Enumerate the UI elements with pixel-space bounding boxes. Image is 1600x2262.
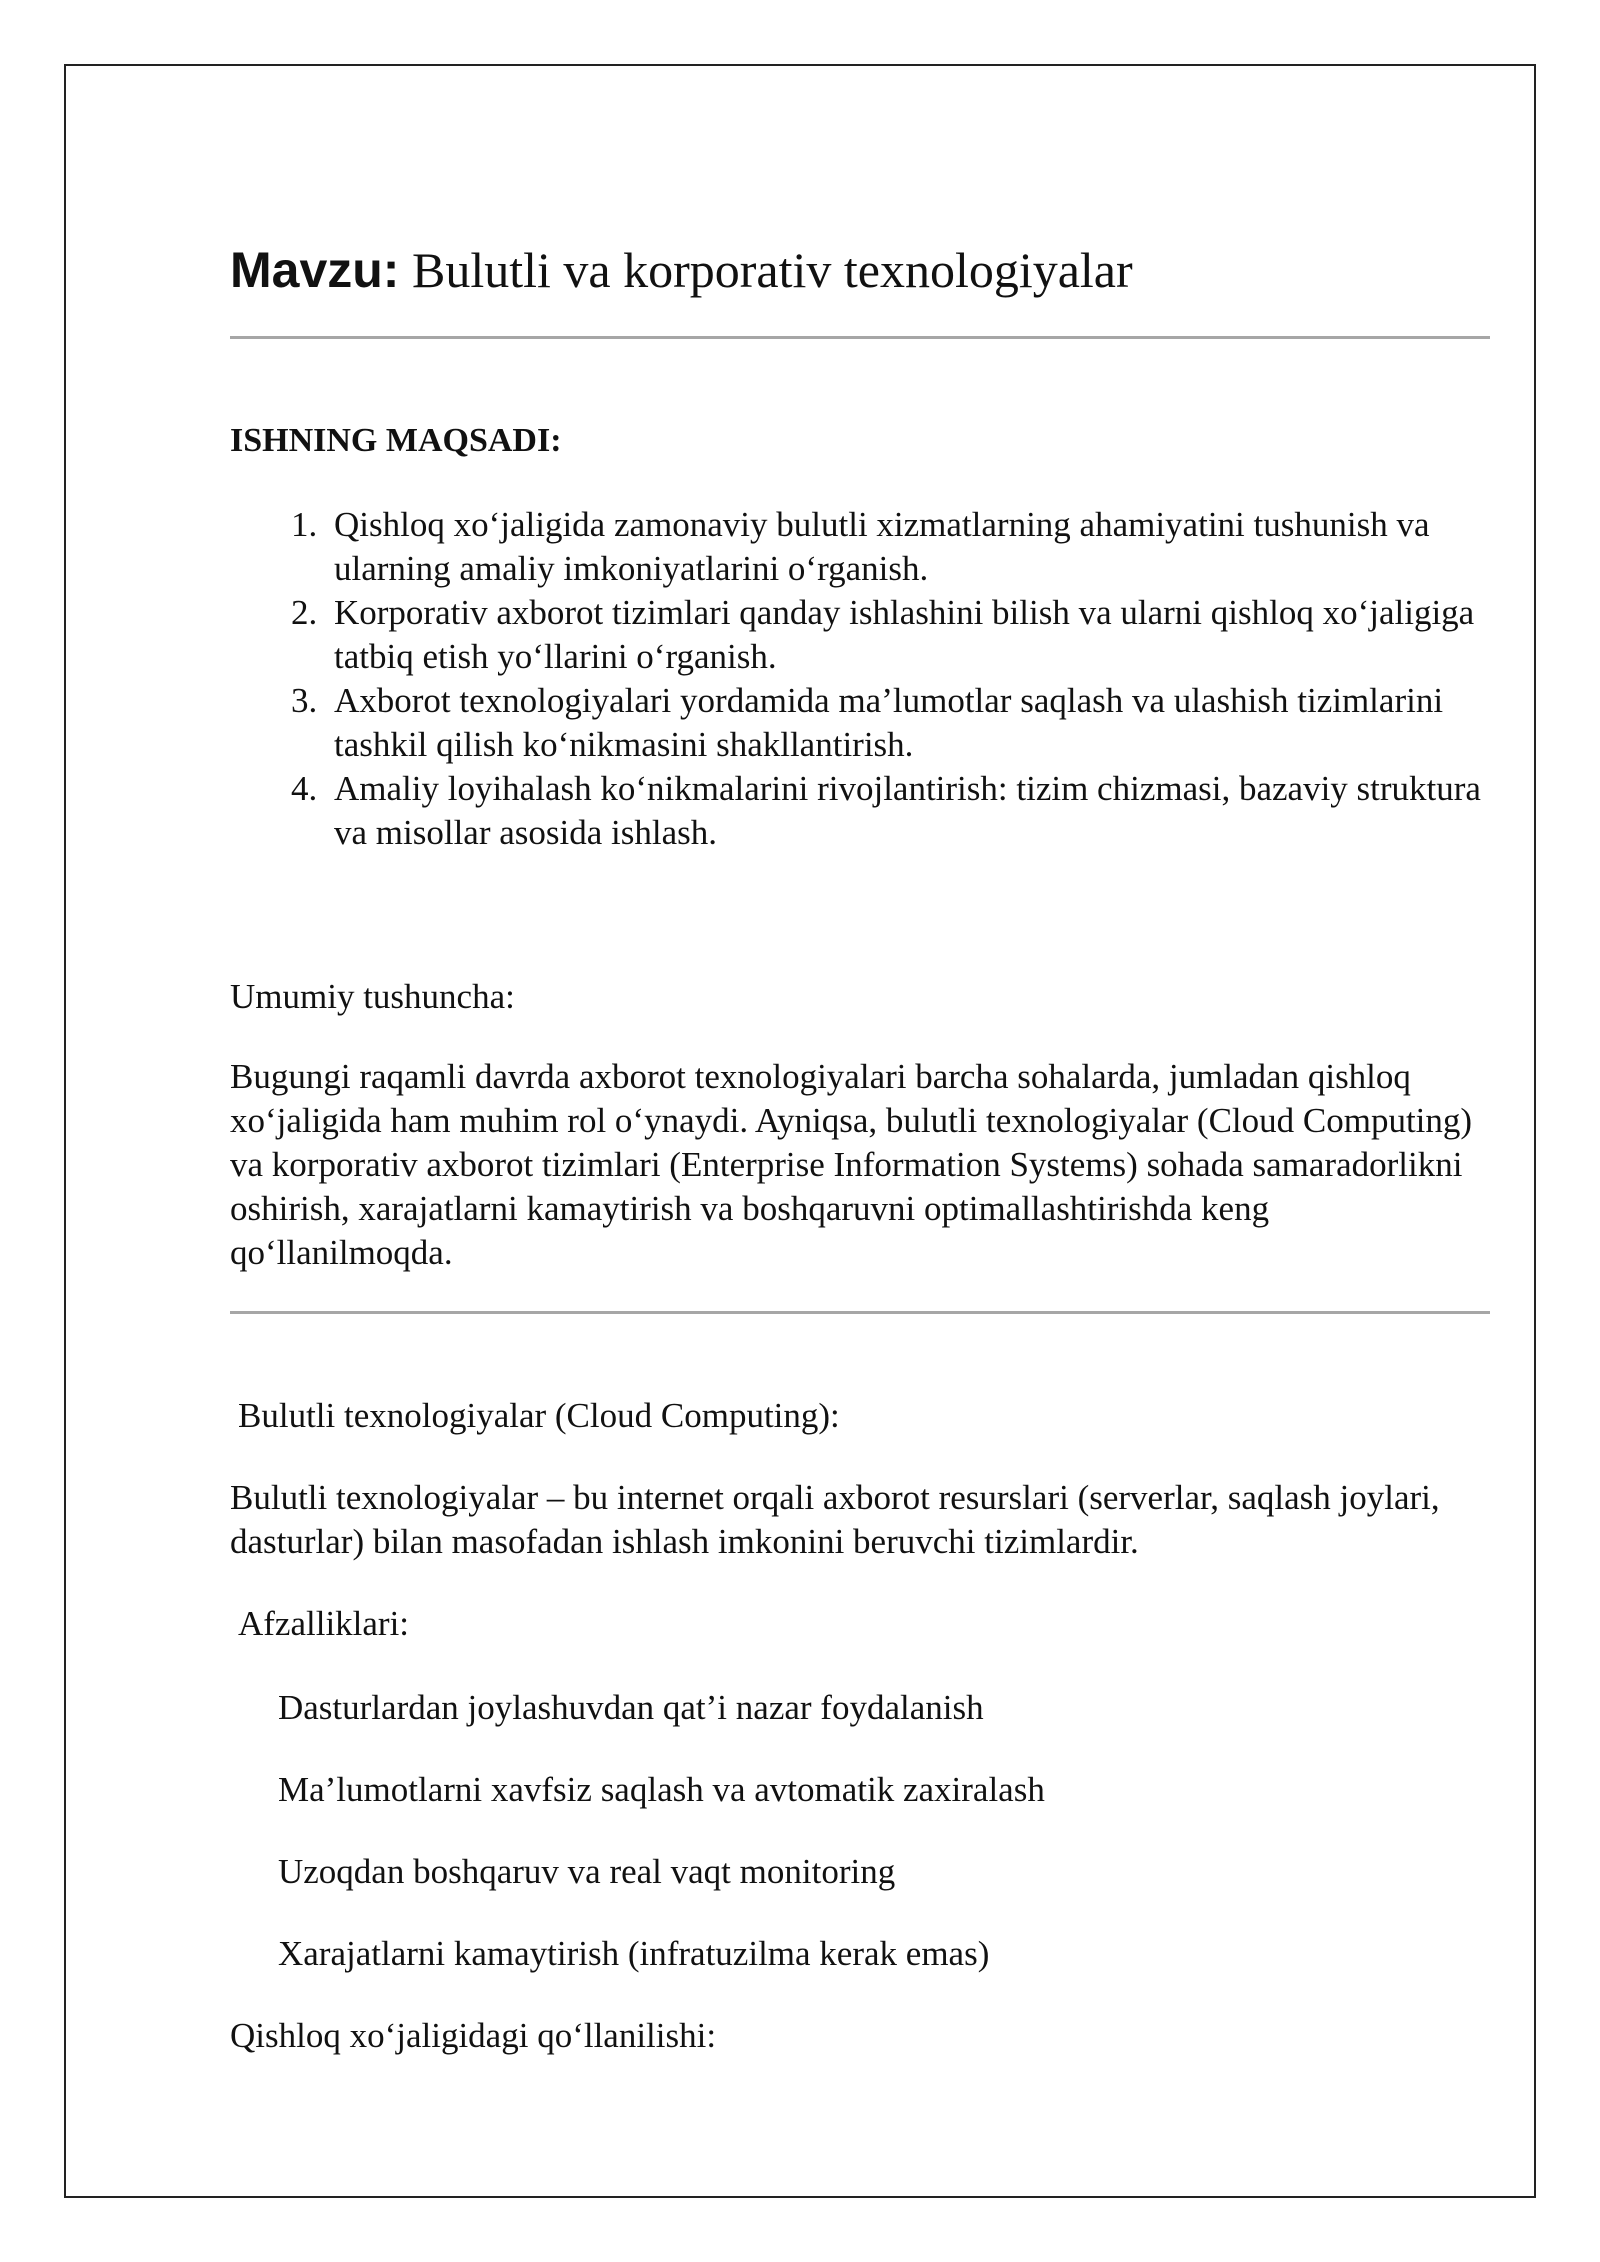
advantage-item: Xarajatlarni kamaytirish (infratuzilma kerak emas) <box>278 1934 990 1973</box>
advantage-item: Dasturlardan joylashuvdan qat’i nazar foydalanish <box>278 1688 984 1727</box>
cloud-heading: Bulutli texnologiyalar (Cloud Computing): <box>238 1396 840 1435</box>
advantage-item: Ma’lumotlarni xavfsiz saqlash va avtomatik zaxiralash <box>278 1770 1045 1809</box>
advantage-item: Uzoqdan boshqaruv va real vaqt monitoring <box>278 1852 896 1891</box>
goal-item: 1. Qishloq xo‘jaligida zamonaviy bulutli xizmatlarning ahamiyatini tushunish va ularning amaliy imkoniyatlarini o‘rganish. <box>326 503 1490 591</box>
cloud-paragraph: Bulutli texnologiyalar – bu internet orqali axborot resurslari (serverlar, saqlash joylari, dasturlar) bilan masofadan ishlash imkonini beruvchi tizimlardir. <box>230 1478 1440 1561</box>
horizontal-rule <box>230 336 1490 339</box>
title-text: Bulutli va korporativ texnologiyalar <box>399 242 1133 298</box>
goal-item: 2. Korporativ axborot tizimlari qanday ishlashini bilish va ularni qishloq xo‘jaligiga tatbiq etish yo‘llarini o‘rganish. <box>326 591 1490 679</box>
agri-usage-heading: Qishloq xo‘jaligidagi qo‘llanilishi: <box>230 2016 717 2055</box>
page-title <box>230 236 1490 304</box>
goals-list <box>230 503 1490 855</box>
goal-item: 4. Amaliy loyihalash ko‘nikmalarini rivojlantirish: tizim chizmasi, bazaviy struktura va misollar asosida ishlash. <box>326 767 1490 855</box>
goal-item: 3. Axborot texnologiyalari yordamida ma’lumotlar saqlash va ulashish tizimlarini tashkil qilish ko‘nikmasini shakllantirish. <box>326 679 1490 767</box>
overview-paragraph: Bugungi raqamli davrda axborot texnologiyalari barcha sohalarda, jumladan qishloq xo‘jaligida ham muhim rol o‘ynaydi. Ayniqsa, bulutli texnologiyalar (Cloud Computing) va korporativ axborot tizimlari (Enterprise Information Systems) sohada samaradorlikni oshirish, xarajatlarni kamaytirish va boshqaruvni optimallashtirishda keng qo‘llanilmoqda. <box>230 1057 1473 1272</box>
document-body <box>230 236 1490 2058</box>
title-lead: Mavzu: <box>230 242 400 298</box>
goals-heading: ISHNING MAQSADI: <box>230 422 562 459</box>
overview-heading: Umumiy tushuncha: <box>230 977 515 1016</box>
horizontal-rule <box>230 1311 1490 1314</box>
advantages-heading: Afzalliklari: <box>238 1604 410 1643</box>
